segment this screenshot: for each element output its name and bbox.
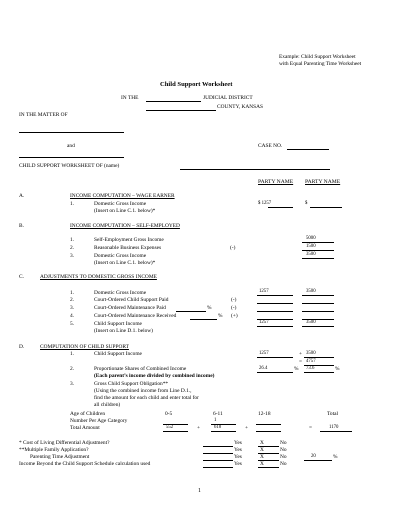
question-multiple-family: **Multiple Family Application? bbox=[19, 447, 89, 453]
worksheet-of-line[interactable] bbox=[180, 169, 330, 170]
question-multi-no-mark[interactable]: X bbox=[260, 447, 264, 453]
amount-6-11-value: 618 bbox=[214, 425, 222, 430]
amount-total-line[interactable] bbox=[320, 431, 352, 432]
d1-party2-value: 3500 bbox=[306, 351, 316, 356]
section-d-letter: D. bbox=[19, 344, 25, 350]
amount-plus-2: + bbox=[245, 425, 249, 431]
c5-party2-value: 3500 bbox=[306, 320, 316, 325]
party-name-column-2: PARTY NAME bbox=[305, 179, 341, 185]
and-label: and bbox=[67, 143, 75, 149]
d2-party1-line[interactable] bbox=[257, 372, 293, 373]
question-income-beyond: Income Beyond the Child Support Schedule calculation used bbox=[19, 461, 151, 467]
amount-0-5-line[interactable] bbox=[163, 431, 188, 432]
c2-party1-line[interactable] bbox=[257, 303, 293, 304]
a1-label: Domestic Gross Income bbox=[94, 201, 147, 207]
question-parenting-yes: Yes bbox=[234, 454, 242, 460]
section-a-letter: A. bbox=[19, 193, 25, 199]
d2-number: 2. bbox=[70, 366, 75, 372]
b2-label: Reasonable Business Expenses bbox=[94, 245, 162, 251]
question-multi-no: No bbox=[280, 447, 287, 453]
question-col-adjustment: * Cost of Living Differential Adjustment? bbox=[19, 440, 110, 446]
example-line-2: with Equal Parenting Time Worksheet bbox=[279, 61, 362, 67]
c2-label: Court-Ordered Child Support Paid bbox=[94, 297, 169, 303]
d2-note: (Each parent’s income divided by combined income) bbox=[94, 373, 215, 379]
c-note: (Insert on Line D.1. below) bbox=[94, 328, 153, 334]
amount-12-18-line[interactable] bbox=[256, 431, 281, 432]
parenting-time-percent-line[interactable] bbox=[304, 460, 332, 461]
amount-plus-1: + bbox=[197, 425, 201, 431]
c4-operator: (+) bbox=[231, 313, 238, 319]
example-line-1: Example: Child Support Worksheet bbox=[279, 54, 356, 60]
amount-equals: = bbox=[309, 425, 313, 431]
d2-party2-percent: % bbox=[335, 366, 340, 372]
question-parenting-yes-line[interactable] bbox=[203, 460, 233, 461]
a1-party2-line[interactable] bbox=[310, 207, 342, 208]
d1-party1-line[interactable] bbox=[257, 357, 293, 358]
c4-number: 4. bbox=[70, 313, 75, 319]
d1-number: 1. bbox=[70, 351, 75, 357]
d3-number: 3. bbox=[70, 381, 75, 387]
b1-party2-value: 5000 bbox=[306, 236, 316, 241]
case-no-line[interactable] bbox=[287, 149, 329, 150]
b2-number: 2. bbox=[70, 245, 75, 251]
page-title: Child Support Worksheet bbox=[160, 81, 233, 88]
c5-party1-value: 1257 bbox=[259, 320, 269, 325]
question-parenting-no: No bbox=[280, 454, 287, 460]
c1-party1-value: 1257 bbox=[259, 289, 269, 294]
d1-combined-value: 4757 bbox=[306, 359, 316, 364]
question-parenting-no-mark[interactable]: X bbox=[260, 454, 264, 460]
section-b-letter: B. bbox=[19, 223, 24, 229]
c3-percent-line[interactable] bbox=[176, 311, 206, 312]
b3-label: Domestic Gross Income bbox=[94, 253, 147, 259]
b1-party2-line[interactable] bbox=[302, 242, 334, 243]
c5-party1-line[interactable] bbox=[257, 326, 293, 327]
page-number: 1 bbox=[198, 488, 201, 494]
c3-party1-line[interactable] bbox=[257, 311, 293, 312]
c3-number: 3. bbox=[70, 305, 75, 311]
c3-party2-line[interactable] bbox=[302, 311, 334, 312]
d2-party1-value: 26.4 bbox=[259, 366, 268, 371]
a1-party1-value: $ 1257 bbox=[258, 201, 272, 206]
b1-label: Self-Employment Gross Income bbox=[94, 237, 164, 243]
age-col-6-11: 6-11 bbox=[213, 411, 223, 417]
section-a-heading: INCOME COMPUTATION – WAGE EARNER bbox=[70, 193, 175, 199]
d1-party1-value: 1257 bbox=[259, 351, 269, 356]
number-12-18-line[interactable] bbox=[256, 424, 281, 425]
b3-party2-value: 3500 bbox=[306, 252, 316, 257]
d1-plus: + bbox=[299, 351, 303, 357]
d3-line-2: (Using the combined income from Line D.1., bbox=[94, 388, 192, 394]
b2-party2-value: 1500 bbox=[306, 244, 316, 249]
a1-number: 1. bbox=[70, 201, 75, 207]
section-c-letter: C. bbox=[19, 274, 24, 280]
d3-line-3: find the amount for each child and enter total for bbox=[94, 395, 199, 401]
c1-party1-line[interactable] bbox=[257, 295, 293, 296]
question-col-yes: Yes bbox=[234, 440, 242, 446]
parenting-time-percent-sign: % bbox=[333, 454, 338, 460]
d1-party2-line[interactable] bbox=[304, 357, 334, 358]
age-of-children-label: Age of Children bbox=[70, 411, 106, 417]
a1-party2-value: $ bbox=[305, 201, 308, 206]
section-c-heading: ADJUSTMENTS TO DOMESTIC GROSS INCOME bbox=[40, 274, 157, 280]
c4-percent: % bbox=[218, 313, 223, 319]
c1-party2-line[interactable] bbox=[302, 295, 334, 296]
amount-6-11-line[interactable] bbox=[211, 431, 236, 432]
county-line[interactable] bbox=[146, 110, 216, 111]
question-col-yes-line[interactable] bbox=[203, 446, 233, 447]
c2-party2-line[interactable] bbox=[302, 303, 334, 304]
age-total-label: Total bbox=[327, 411, 338, 417]
a1-party1-line[interactable] bbox=[268, 207, 293, 208]
worksheet-of-label: CHILD SUPPORT WORKSHEET OF (name) bbox=[19, 163, 120, 169]
amount-total-value: 1170 bbox=[329, 425, 339, 430]
party-name-column-1: PARTY NAME bbox=[258, 179, 294, 185]
a1-note: (Insert on Line C.1. below)* bbox=[94, 208, 156, 214]
c5-party2-line[interactable] bbox=[302, 326, 334, 327]
in-the-matter-of-label: IN THE MATTER OF bbox=[19, 112, 68, 118]
b1-number: 1. bbox=[70, 237, 75, 243]
district-line[interactable] bbox=[146, 101, 201, 102]
b3-number: 3. bbox=[70, 253, 75, 259]
number-6-11-value: 1 bbox=[214, 418, 217, 423]
parenting-time-percent-value: 20 bbox=[311, 454, 316, 459]
d3-label: Gross Child Support Obligation** bbox=[94, 381, 169, 387]
b2-operator: (-) bbox=[230, 245, 236, 251]
county-label: COUNTY, KANSAS bbox=[217, 104, 264, 110]
c1-label: Domestic Gross Income bbox=[94, 290, 147, 296]
c5-label: Child Support Income bbox=[94, 321, 142, 327]
age-col-12-18: 12-18 bbox=[258, 411, 271, 417]
question-beyond-yes: Yes bbox=[234, 461, 242, 467]
question-beyond-no-mark[interactable]: X bbox=[260, 461, 264, 467]
section-d-heading: COMPUTATION OF CHILD SUPPORT bbox=[40, 344, 129, 350]
d2-party1-percent: % bbox=[294, 366, 299, 372]
party-two-line[interactable] bbox=[19, 157, 124, 158]
judicial-district-label: JUDICIAL DISTRICT bbox=[203, 95, 253, 101]
d2-party2-line[interactable] bbox=[304, 372, 334, 373]
d2-party2-value: 73.6 bbox=[306, 366, 315, 371]
number-per-age-label: Number Per Age Category bbox=[70, 418, 128, 424]
b-note: (Insert on Line C.1. below)* bbox=[94, 260, 156, 266]
b3-party2-line[interactable] bbox=[302, 258, 334, 259]
c5-number: 5. bbox=[70, 321, 75, 327]
c2-operator: (-) bbox=[231, 297, 237, 303]
c4-label: Court-Ordered Maintenance Received bbox=[94, 313, 177, 319]
d2-label: Proportionate Shares of Combined Income bbox=[94, 366, 187, 372]
question-col-no-mark[interactable]: X bbox=[260, 440, 264, 446]
question-multi-yes-line[interactable] bbox=[203, 453, 233, 454]
party-one-line[interactable] bbox=[19, 132, 124, 133]
amount-0-5-value: 552 bbox=[166, 425, 174, 430]
c4-percent-line[interactable] bbox=[190, 319, 217, 320]
in-the-label: IN THE bbox=[121, 95, 139, 101]
question-beyond-no: No bbox=[280, 461, 287, 467]
age-col-0-5: 0-5 bbox=[165, 411, 173, 417]
d1-equals: = bbox=[299, 359, 303, 365]
question-parenting-time: Parenting Time Adjustment bbox=[30, 454, 90, 460]
section-b-heading: INCOME COMPUTATION – SELF-EMPLOYED bbox=[70, 223, 180, 229]
case-no-label: CASE NO. bbox=[258, 143, 283, 149]
question-beyond-no-line[interactable] bbox=[258, 467, 279, 468]
c3-label: Court-Ordered Maintenance Paid bbox=[94, 305, 166, 311]
question-beyond-yes-line[interactable] bbox=[203, 467, 233, 468]
c1-number: 1. bbox=[70, 290, 75, 296]
c2-number: 2. bbox=[70, 297, 75, 303]
b2-party2-line[interactable] bbox=[302, 250, 334, 251]
d3-line-4: all children) bbox=[94, 402, 121, 408]
d1-label: Child Support Income bbox=[94, 351, 142, 357]
question-col-no: No bbox=[280, 440, 287, 446]
c3-percent: % bbox=[207, 305, 212, 311]
total-amount-label: Total Amount bbox=[70, 425, 100, 431]
c1-party2-value: 3500 bbox=[306, 289, 316, 294]
question-multi-yes: Yes bbox=[234, 447, 242, 453]
c3-operator: (-) bbox=[231, 305, 237, 311]
